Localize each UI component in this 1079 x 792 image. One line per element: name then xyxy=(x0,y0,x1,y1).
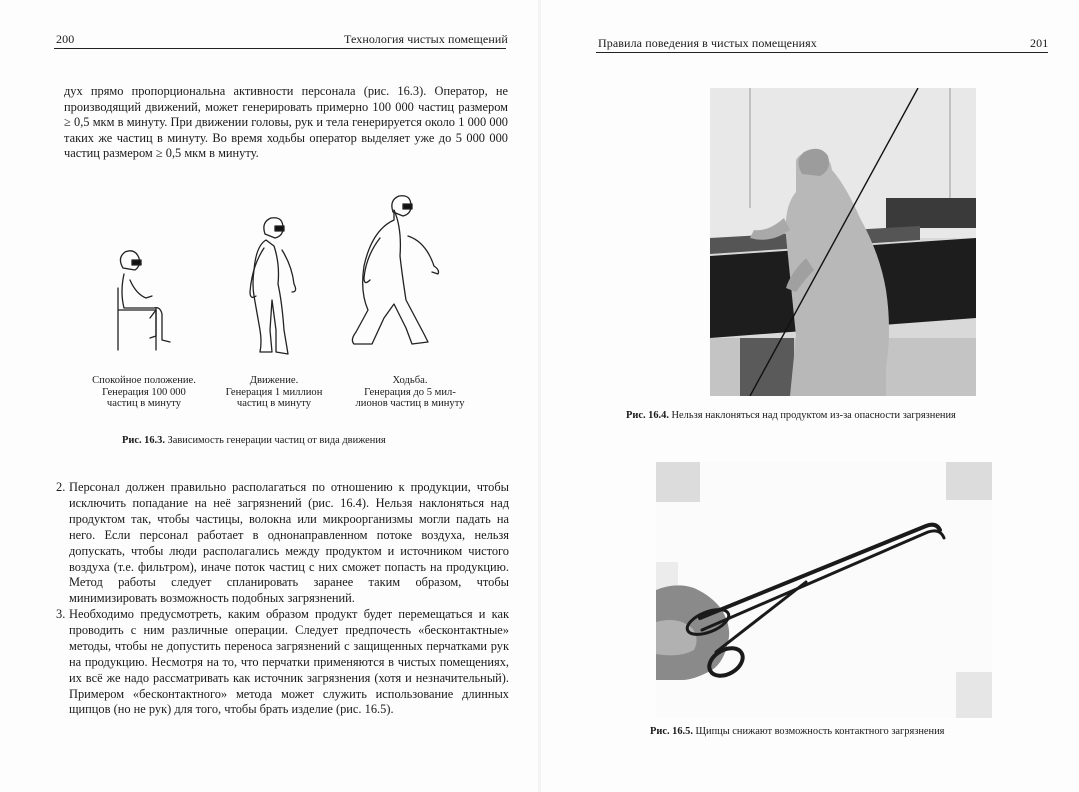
moving-figure-icon xyxy=(250,218,296,354)
caption-label: Рис. 16.3. xyxy=(122,435,165,446)
caption-text: Нельзя наклоняться над продуктом из-за опасности загрязнения xyxy=(671,410,956,421)
intro-paragraph: дух прямо пропорциональна активности персонала (рис. 16.3). Оператор, не производящий движений, может генерировать примерно 100 000 частиц размером ≥ 0,5 мкм в минуту. При движении головы, рук и тела генерируется около 1 000 000 таких же частиц в минуту. Во время ходьбы оператор выделяет уже до 5 000 000 частиц размером ≥ 0,5 мкм в минуту. xyxy=(64,84,508,161)
running-head-left: Технология чистых помещений xyxy=(344,32,508,46)
running-head-right: Правила поведения в чистых помещениях xyxy=(598,36,817,50)
figure-16-5-photo xyxy=(656,462,992,718)
figure-16-3-illustration xyxy=(60,190,480,370)
figure-16-4-caption xyxy=(626,410,956,421)
header-rule-left xyxy=(54,48,506,49)
right-page xyxy=(540,0,1079,792)
list-item-number: 3. xyxy=(56,607,66,621)
list-item-2 xyxy=(56,480,509,607)
seated-figure-icon xyxy=(118,251,170,350)
page-number-left: 200 xyxy=(56,32,75,46)
page-number-right: 201 xyxy=(1030,36,1049,50)
caption-text: Зависимость генерации частиц от вида движения xyxy=(167,435,386,446)
figure-panel-2-label: Движение. Генерация 1 миллион частиц в минуту xyxy=(225,375,323,409)
figure-16-3-caption xyxy=(122,435,386,446)
list-item-number: 2. xyxy=(56,480,66,494)
figure-panel-1-label: Спокойное положение. Генерация 100 000 частиц в минуту xyxy=(92,375,196,409)
figure-16-4-photo xyxy=(710,88,976,396)
caption-text: Щипцы снижают возможность контактного загрязнения xyxy=(695,726,945,737)
walking-figure-icon xyxy=(352,196,438,344)
caption-label: Рис. 16.4. xyxy=(626,410,669,421)
header-rule-right xyxy=(596,52,1048,53)
figure-panel-3-label: Ходьба. Генерация до 5 мил- лионов частиц в минуту xyxy=(355,375,465,409)
figure-16-5-caption xyxy=(650,726,944,737)
list-item-text: Необходимо предусмотреть, каким образом продукт будет перемещаться и как проводить с ним различные операции. Следует предпочесть «бесконтактные» методы, чтобы не допустить переноса загрязнений с защищенных перчатками рук на продукцию. Несмотря на то, что перчатки применяются в чистых помещениях, их всё же надо рассматривать как источник загрязнения (хотя и незначительный). Примером «бесконтактного» метода может служить использование длинных щипцов (но не рук) для того, чтобы брать изделие (рис. 16.5). xyxy=(69,607,509,717)
caption-label: Рис. 16.5. xyxy=(650,726,693,737)
list-item-3 xyxy=(56,607,509,718)
list-item-text: Персонал должен правильно располагаться по отношению к продукции, чтобы исключить попадание на неё загрязнений (рис. 16.4). Нельзя наклоняться над продуктом так, чтобы частицы, волокна или микроорганизмы могли падать на него. Если персонал работает в однонаправленном потоке воздуха, нельзя допускать, чтобы люди располагались между продуктом и источником чистого воздуха (т.е. фильтром), иначе поток частиц с них сможет попасть на продукцию. Метод работы следует спланировать заранее таким образом, чтобы минимизировать возможность подобных загрязнений. xyxy=(69,480,509,606)
